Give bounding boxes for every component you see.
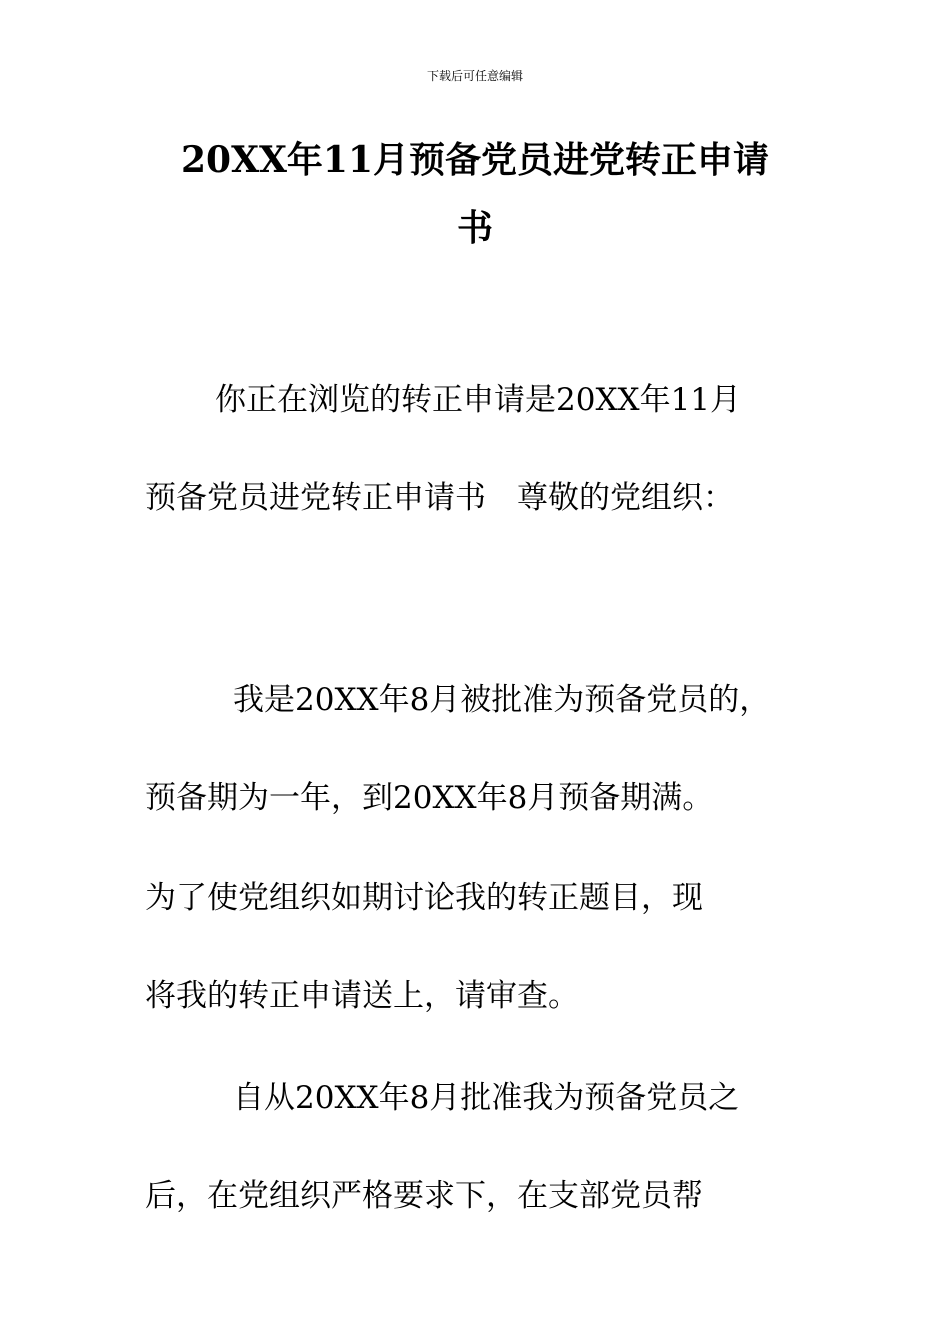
document-title-line-2: 书 xyxy=(456,207,493,249)
paragraph-line: 后，在党组织严格要求下，在支部党员帮 xyxy=(145,1178,703,1214)
paragraph-line: 自从20XX年8月批准我为预备党员之 xyxy=(233,1080,740,1116)
paragraph-line: 你正在浏览的转正申请是20XX年11月 xyxy=(215,382,742,418)
paragraph-line: 预备党员进党转正申请书 尊敬的党组织： xyxy=(145,480,734,516)
document-title-line-1: 20XX年11月预备党员进党转正申请 xyxy=(180,139,770,181)
paragraph-line: 将我的转正申请送上，请审查。 xyxy=(145,978,579,1014)
document-title xyxy=(140,126,810,262)
paragraph-line: 预备期为一年，到20XX年8月预备期满。 xyxy=(145,780,714,816)
header-note: 下载后可任意编辑 xyxy=(426,69,523,83)
paragraph-line: 我是20XX年8月被批准为预备党员的， xyxy=(233,682,771,718)
paragraph-line: 为了使党组织如期讨论我的转正题目，现 xyxy=(145,880,703,916)
